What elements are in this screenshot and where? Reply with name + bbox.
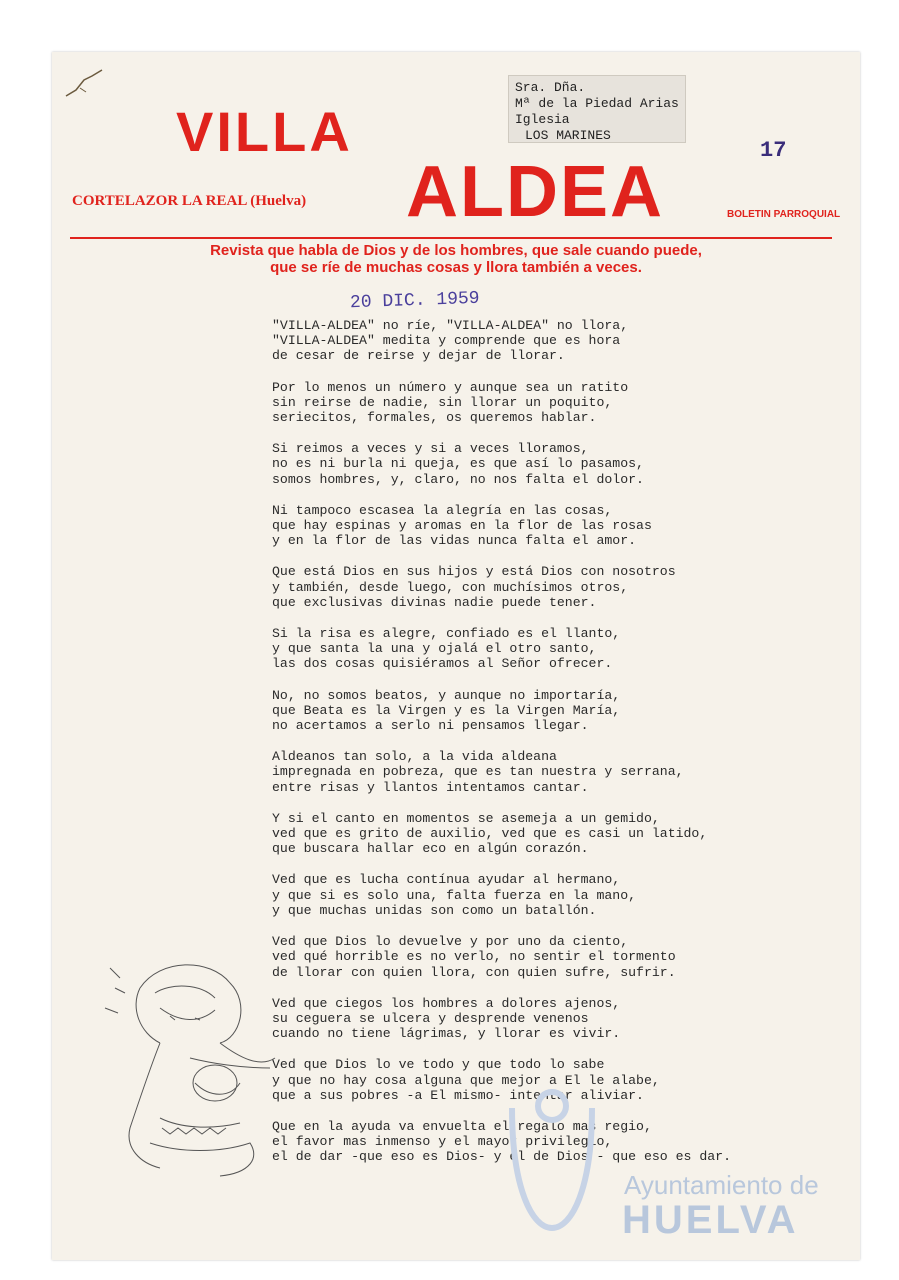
- poem-line: que Beata es la Virgen y es la Virgen María,: [272, 702, 621, 718]
- address-line: Mª de la Piedad Arias: [515, 96, 679, 111]
- poem-line: Ved que Dios lo devuelve y por uno da ciento,: [272, 934, 629, 950]
- poem-line: somos hombres, y, claro, no nos falta el dolor.: [272, 471, 644, 487]
- poem-line: Ni tampoco escasea la alegría en las cosas,: [272, 502, 613, 518]
- poem-line: no acertamos a serlo ni pensamos llegar.: [272, 718, 589, 734]
- boletin-label: BOLETIN PARROQUIAL: [727, 209, 841, 220]
- poem-line: Si reimos a veces y si a veces lloramos,: [272, 441, 589, 457]
- poem-line: Que en la ayuda va envuelta el regalo mas regio,: [272, 1118, 652, 1134]
- masthead-title-villa: VILLA: [176, 100, 353, 163]
- poem-line: el favor mas inmenso y el mayor privilegio,: [272, 1134, 613, 1150]
- poem-stanza: [272, 380, 742, 426]
- poem-line: Ved que Dios lo ve todo y que todo lo sabe: [272, 1057, 605, 1073]
- poem-line: que a sus pobres -a El mismo- intentar aliviar.: [272, 1087, 644, 1103]
- poem-stanza: [272, 996, 742, 1042]
- poem-line: ved que es grito de auxilio, ved que es casi un latido,: [272, 826, 708, 842]
- poem-line: "VILLA-ALDEA" no ríe, "VILLA-ALDEA" no llora,: [272, 318, 629, 333]
- poem-line: Ved que ciegos los hombres a dolores ajenos,: [272, 995, 621, 1011]
- poem-line: No, no somos beatos, y aunque no importaría,: [272, 687, 621, 703]
- poem-line: de cesar de reirse y dejar de llorar.: [272, 348, 565, 364]
- poem-line: no es ni burla ni queja, es que así lo pasamos,: [272, 456, 644, 472]
- place-name: CORTELAZOR LA REAL (Huelva): [72, 193, 307, 209]
- poem-line: y que si es solo una, falta fuerza en la mano,: [272, 887, 637, 903]
- poem-stanza: [272, 503, 742, 549]
- poem-line: Y si el canto en momentos se asemeja a un gemido,: [272, 810, 660, 826]
- poem-line: seriecitos, formales, os queremos hablar.: [272, 410, 597, 426]
- tagline-line: que se ríe de muchas cosas y llora también a veces.: [270, 259, 642, 276]
- poem-line: ved qué horrible es no verlo, no sentir el tormento: [272, 949, 676, 965]
- poem-line: impregnada en pobreza, que es tan nuestra y serrana,: [272, 764, 684, 780]
- issue-number: 17: [760, 138, 787, 163]
- poem-line: Si la risa es alegre, confiado es el llanto,: [272, 626, 621, 642]
- poem-stanza: [272, 811, 742, 857]
- poem-stanza: [272, 318, 742, 364]
- poem-stanza: [272, 441, 742, 487]
- watermark-text-huelva: HUELVA: [622, 1198, 799, 1242]
- watermark-text-ayuntamiento: Ayuntamiento de: [624, 1170, 819, 1200]
- address-line: Iglesia: [515, 112, 570, 127]
- poem-line: "VILLA-ALDEA" medita y comprende que es hora: [272, 333, 621, 349]
- masthead-divider: [70, 237, 832, 239]
- angel-illustration-icon: [100, 948, 290, 1178]
- poem-line: las dos cosas quisiéramos al Señor ofrecer.: [272, 656, 613, 672]
- poem-line: Que está Dios en sus hijos y está Dios con nosotros: [272, 564, 676, 580]
- poem-line: y también, desde luego, con muchísimos otros,: [272, 579, 629, 595]
- poem-line: Por lo menos un número y aunque sea un ratito: [272, 379, 629, 395]
- poem-stanza: [272, 626, 742, 672]
- poem-stanza: [272, 872, 742, 918]
- poem-line: Aldeanos tan solo, a la vida aldeana: [272, 749, 557, 765]
- address-line: LOS MARINES: [525, 128, 611, 143]
- paper-scratch-mark: [62, 66, 106, 102]
- poem-line: el de dar -que eso es Dios- y el de Dios - que eso es dar.: [272, 1149, 731, 1165]
- poem-stanza: [272, 749, 742, 795]
- tagline-line: Revista que habla de Dios y de los hombres, que sale cuando puede,: [210, 242, 702, 259]
- poem-line: y en la flor de las vidas nunca falta el amor.: [272, 533, 637, 549]
- poem-line: que hay espinas y aromas en la flor de las rosas: [272, 518, 652, 534]
- poem-line: entre risas y llantos intentamos cantar.: [272, 779, 589, 795]
- address-line: Sra. Dña.: [515, 80, 586, 95]
- date-stamp: 20 DIC. 1959: [349, 288, 480, 314]
- tagline: [100, 242, 812, 276]
- poem-stanza: [272, 688, 742, 734]
- poem-stanza: [272, 564, 742, 610]
- poem-line: su ceguera se ulcera y desprende venenos: [272, 1010, 589, 1026]
- poem-line: y que santa la una y ojalá el otro santo,: [272, 641, 597, 657]
- poem-body: [272, 318, 742, 1181]
- poem-line: sin reirse de nadie, sin llorar un poquito,: [272, 394, 613, 410]
- poem-stanza: [272, 934, 742, 980]
- address-label: [508, 75, 686, 143]
- masthead-title-aldea: ALDEA: [406, 152, 664, 232]
- poem-line: y que no hay cosa alguna que mejor a El le alabe,: [272, 1072, 660, 1088]
- poem-line: y que muchas unidas son como un batallón.: [272, 902, 597, 918]
- poem-line: que exclusivas divinas nadie puede tener.: [272, 594, 597, 610]
- poem-line: que buscara hallar eco en algún corazón.: [272, 841, 589, 857]
- poem-line: Ved que es lucha contínua ayudar al hermano,: [272, 872, 621, 888]
- poem-line: cuando no tiene lágrimas, y llorar es vivir.: [272, 1026, 621, 1042]
- poem-line: de llorar con quien llora, con quien sufre, sufrir.: [272, 964, 676, 980]
